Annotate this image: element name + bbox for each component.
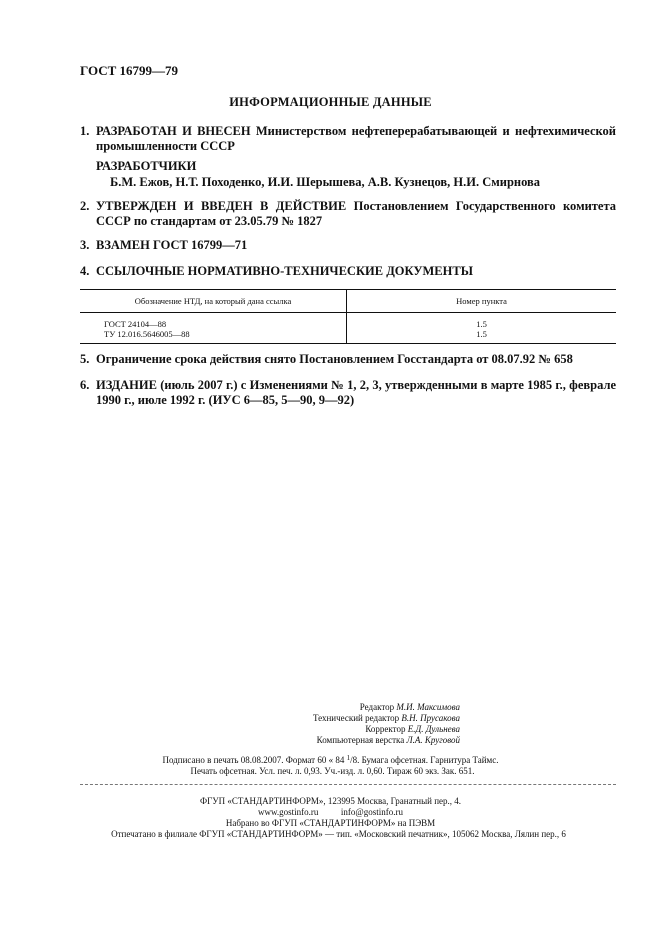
- info-item-5: [80, 352, 616, 367]
- publisher-line-3: Набрано во ФГУП «СТАНДАРТИНФОРМ» на ПЭВМ: [225, 818, 436, 828]
- document-code: ГОСТ 16799—79: [80, 63, 179, 78]
- publisher-line-4: Отпечатано в филиале ФГУП «СТАНДАРТИНФОРМ» — тип. «Московский печатник», 105062 Москва, Лялин пер., 6: [111, 829, 566, 839]
- item-lead: ИЗДАНИЕ: [96, 378, 157, 392]
- table-row: [80, 313, 616, 330]
- tech-editor-line: [200, 713, 460, 724]
- info-item-1: [80, 124, 616, 154]
- item-text: Постановлением Государственного комитета СССР по стандартам от 23.05.79 № 1827: [96, 199, 617, 228]
- info-item-2: [80, 199, 616, 229]
- item-number: 5.: [80, 352, 90, 366]
- editor-line: [200, 702, 460, 713]
- print-info-text: Бумага офсетная. Гарнитура Таймс.: [361, 755, 499, 765]
- item-lead: ССЫЛОЧНЫЕ НОРМАТИВНО-ТЕХНИЧЕСКИЕ ДОКУМЕНТЫ: [96, 264, 473, 278]
- item-number: 3.: [80, 238, 90, 252]
- item-lead: РАЗРАБОТАН И ВНЕСЕН: [96, 124, 251, 138]
- publisher-line-1: ФГУП «СТАНДАРТИНФОРМ», 123995 Москва, Гранатный пер., 4.: [199, 796, 462, 806]
- reference-documents-table: [80, 289, 616, 344]
- corrector-name: Е.Д. Дульнева: [407, 724, 460, 734]
- document-cell: ТУ 12.016.5646005—88: [80, 329, 347, 344]
- layout-line: [200, 735, 460, 746]
- print-info-line-2: Печать офсетная. Усл. печ. л. 0,93. Уч.-изд. л. 0,60. Тираж 60 экз. Зак. 651.: [190, 766, 475, 776]
- document-cell: ГОСТ 24104—88: [80, 313, 347, 330]
- separator-line: [80, 784, 616, 785]
- developers-heading: РАЗРАБОТЧИКИ: [96, 159, 197, 173]
- item-text: (июль 2007 г.) с Изменениями № 1, 2, 3, утвержденными в марте 1985 г., феврале 1990 г., июле 1992 г. (ИУС 6—85, 5—90, 9—92): [96, 378, 616, 407]
- layout-name: Л.А. Круговой: [406, 735, 460, 745]
- editor-name: М.И. Максимова: [396, 702, 460, 712]
- layout-label: Компьютерная верстка: [316, 735, 405, 745]
- clause-cell: 1.5: [476, 319, 487, 329]
- item-text: Министерством нефтеперерабатывающей и нефтехимической промышленности СССР: [96, 124, 616, 153]
- item-number: 6.: [80, 378, 90, 392]
- item-number: 1.: [80, 124, 90, 138]
- column-header-clause: Номер пункта: [347, 290, 617, 313]
- item-lead: ВЗАМЕН ГОСТ 16799—71: [96, 238, 248, 252]
- info-item-6: [80, 378, 616, 408]
- tech-editor-label: Технический редактор: [312, 713, 400, 723]
- print-info: [0, 753, 661, 777]
- format-fraction-numerator: 1: [346, 754, 351, 762]
- item-number: 4.: [80, 264, 90, 278]
- developers-names: Б.М. Ежов, Н.Т. Походенко, И.И. Шерышева, А.В. Кузнецов, Н.И. Смирнова: [110, 175, 541, 189]
- print-info-line-1: [0, 753, 661, 766]
- editorial-credits: [200, 702, 460, 746]
- editor-label: Редактор: [359, 702, 395, 712]
- table-header-row: [80, 290, 616, 313]
- publisher-info: [0, 796, 661, 840]
- item-lead: УТВЕРЖДЕН И ВВЕДЕН В ДЕЙСТВИЕ: [96, 199, 347, 213]
- info-item-4: [80, 264, 616, 279]
- column-header-document: Обозначение НТД, на который дана ссылка: [80, 290, 347, 313]
- clause-cell: 1.5: [347, 329, 617, 344]
- table-row: [80, 329, 616, 344]
- publisher-contacts: www.gostinfo.ru info@gostinfo.ru: [258, 807, 403, 817]
- tech-editor-name: В.Н. Прусакова: [401, 713, 460, 723]
- section-title: ИНФОРМАЦИОННЫЕ ДАННЫЕ: [229, 95, 432, 109]
- item-number: 2.: [80, 199, 90, 213]
- print-info-text: Подписано в печать 08.08.2007. Формат 60 « 84: [162, 755, 345, 765]
- corrector-line: [200, 724, 460, 735]
- info-item-3: [80, 238, 616, 253]
- corrector-label: Корректор: [365, 724, 406, 734]
- format-fraction-denominator: /8.: [350, 755, 360, 765]
- item-text: Ограничение срока действия снято Постановлением Госстандарта от 08.07.92 № 658: [96, 352, 573, 366]
